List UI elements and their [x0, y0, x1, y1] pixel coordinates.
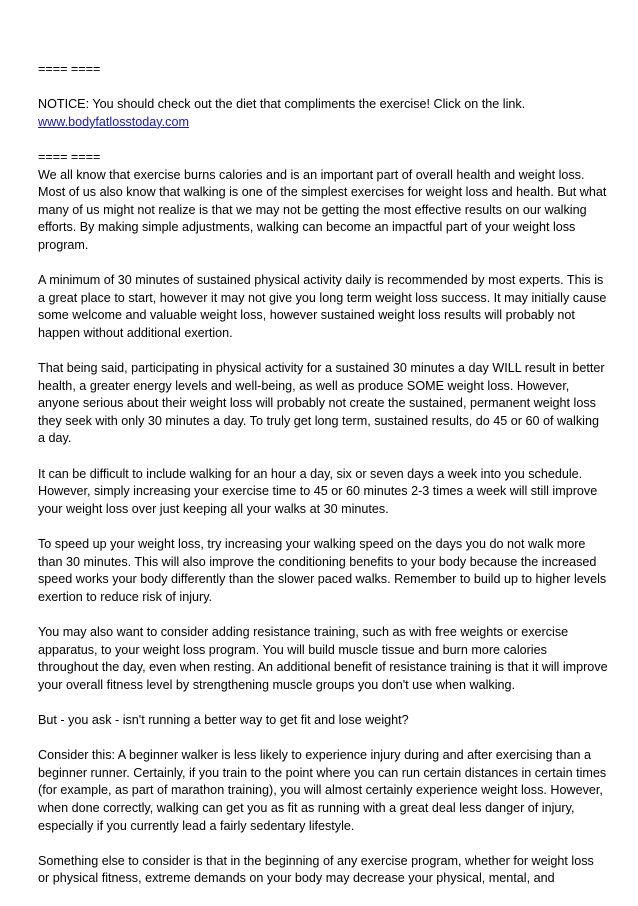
paragraph: It can be difficult to include walking for an hour a day, six or seven days a week into you schedule. However, simply increasing your exercise time to 45 or 60 minutes 2-3 times a week will still improve your weight loss over just keeping all your walks at 30 minutes. — [38, 466, 598, 516]
website-link[interactable]: www.bodyfatlosstoday.com — [38, 114, 189, 129]
document-page — [38, 61, 608, 906]
paragraph: We all know that exercise burns calories and is an important part of overall health and weight loss. Most of us also know that walking is one of the simplest exercises for weight loss and health. But what many of us might not realize is that we may not be getting the most effective results on our walking efforts. By making simple adjustments, walking can become an impactful part of your weight loss program. — [38, 167, 607, 252]
paragraph: But - you ask - isn't running a better way to get fit and lose weight? — [38, 712, 409, 727]
notice-text: NOTICE: You should check out the diet that compliments the exercise! Click on the link. — [38, 97, 526, 112]
paragraph: To speed up your weight loss, try increasing your walking speed on the days you do not walk more than 30 minutes. This will also improve the conditioning benefits to your body because the increased speed works your body differently than the slower paced walks. Remember to build up to higher levels exertion to reduce risk of injury. — [38, 537, 607, 604]
paragraph: Consider this: A beginner walker is less likely to experience injury during and after exercising than a beginner runner. Certainly, if you train to the point where you can run certain distances in certain times (for example, as part of marathon training), you will almost certainly experience weight loss. However, when done correctly, walking can get you as fit as running with a great deal less danger of injury, especially if you currently lead a fairly sedentary lifestyle. — [38, 748, 607, 833]
separator-bottom: ==== ==== — [38, 149, 101, 164]
paragraph: A minimum of 30 minutes of sustained physical activity daily is recommended by most experts. This is a great place to start, however it may not give you long term weight loss success. It may initially cause some welcome and valuable weight loss, however sustained weight loss results will probably not happen without additional exertion. — [38, 273, 607, 340]
paragraph: That being said, participating in physical activity for a sustained 30 minutes a day WILL result in better health, a greater energy levels and well-being, as well as produce SOME weight loss. However, anyone serious about their weight loss will probably not create the sustained, permanent weight loss they seek with only 30 minutes a day. To truly get long term, sustained results, do 45 or 60 of walking a day. — [38, 361, 605, 446]
paragraph: You may also want to consider adding resistance training, such as with free weights or exercise apparatus, to your weight loss program. You will build muscle tissue and burn more calories throughout the day, even when resting. An additional benefit of resistance training is that it will improve your overall fitness level by strengthening muscle groups you don't use when walking. — [38, 625, 608, 692]
separator-top: ==== ==== — [38, 62, 101, 76]
paragraph: Something else to consider is that in the beginning of any exercise program, whether for weight loss or physical fitness, extreme demands on your body may decrease your physical, mental, and — [38, 853, 594, 886]
notice-link-line — [38, 114, 608, 132]
